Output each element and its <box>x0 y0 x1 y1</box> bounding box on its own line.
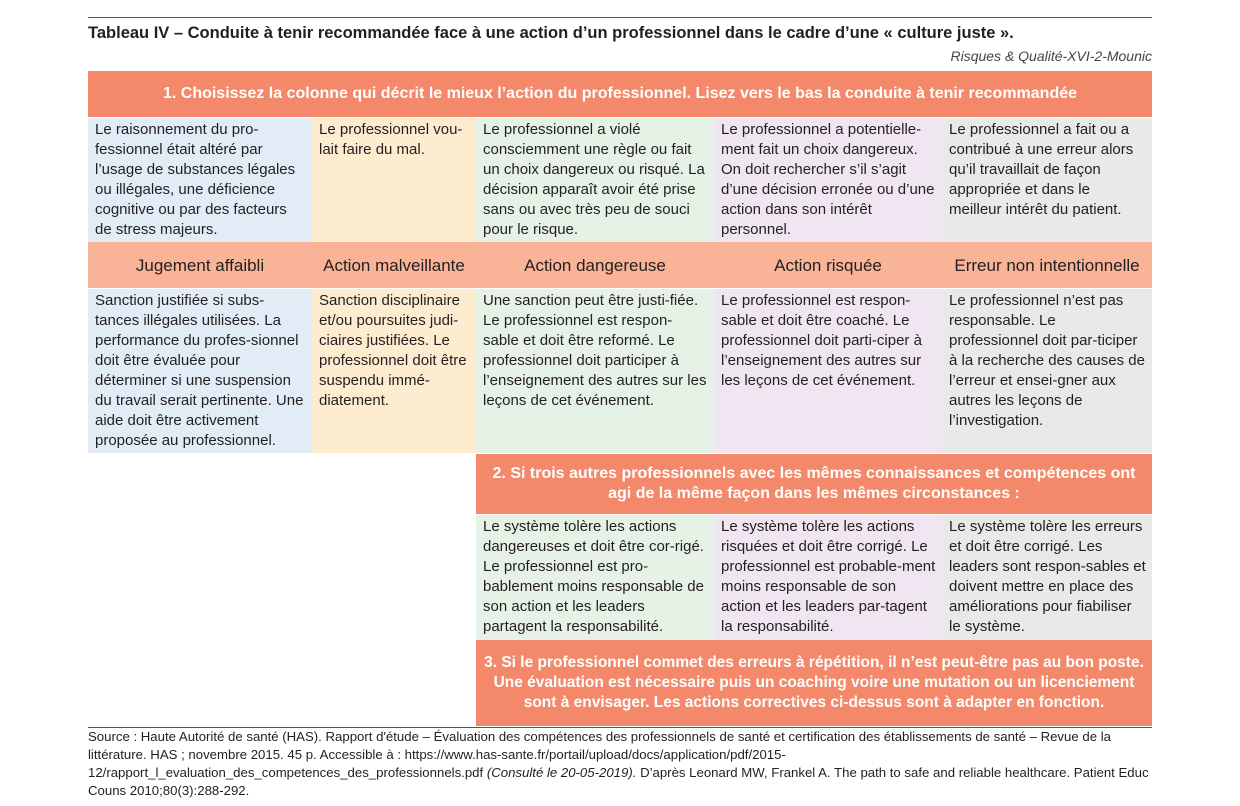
description-cell-3: Le professionnel a violé consciemment une règle ou fait un choix dangereux ou risqué. La décision apparaît avoir été prise sans ou avec très peu de souci pour le risque. <box>476 118 714 242</box>
conduct-cell-4: Le professionnel est respon-sable et doit être coaché. Le professionnel doit parti-ciper à l’enseignement des autres sur les leçons de cet événement. <box>714 289 942 453</box>
top-rule <box>88 17 1152 18</box>
source-consulted: (Consulté le 20-05-2019). <box>486 765 637 780</box>
step2-banner: 2. Si trois autres professionnels avec les mêmes connaissances et compétences ont agi de la même façon dans les mêmes circonstances : <box>476 454 1152 514</box>
system-cell-1: Le système tolère les actions dangereuses et doit être cor-rigé. Le professionnel est pro-bablement moins responsable de son action et les leaders partagent la responsabilité. <box>476 515 714 640</box>
description-cell-2: Le professionnel vou-lait faire du mal. <box>312 118 476 242</box>
category-header-2: Action malveillante <box>312 242 476 288</box>
conduct-cell-1: Sanction justifiée si subs-tances illégales utilisées. La performance du profes-sionnel doit être évaluée pour déterminer si une suspension du travail serait pertinente. Une aide doit être activement proposée au professionnel. <box>88 289 312 453</box>
conduct-cell-5: Le professionnel n’est pas responsable. Le professionnel doit par-ticiper à la recherche des causes de l’erreur et ensei-gner aux autres les leçons de l’investigation. <box>942 289 1152 453</box>
category-header-5: Erreur non intentionnelle <box>942 242 1152 288</box>
source-text: Source : Haute Autorité de santé (HAS). Rapport d'étude – Évaluation des compétences des professionnels de santé et certification des établissements de santé – Revue de la littérature. HAS ; novembre 2015. 45 p. Accessible à : https://www.has-sante.fr/portail/upload/docs/application/pdf/2015-12/rapport_l_evaluation_des_competences_des_professionnels.pdf <box>88 729 1111 780</box>
conduct-cell-2: Sanction disciplinaire et/ou poursuites judi-ciaires justifiées. Le professionnel doit être suspendu immé-diatement. <box>312 289 476 453</box>
category-header-3: Action dangereuse <box>476 242 714 288</box>
source-reference: D’après Leonard MW, Frankel A. The path to safe and reliable healthcare. Patient Educ Couns 2010;80(3):288-292. <box>88 765 1149 798</box>
description-cell-4: Le professionnel a potentielle-ment fait un choix dangereux. On doit rechercher s’il s’agit d’une décision erronée ou d’une action dans son intérêt personnel. <box>714 118 942 242</box>
system-cell-2: Le système tolère les actions risquées et doit être corrigé. Le professionnel est probable-ment moins responsable de son action et les leaders par-tagent la responsabilité. <box>714 515 942 640</box>
step3-banner: 3. Si le professionnel commet des erreurs à répétition, il n’est peut-être pas au bon poste. Une évaluation est nécessaire puis un coaching voire une mutation ou un licenciement sont à envisager. Les actions correctives ci-dessus sont à adapter en fonction. <box>476 640 1152 726</box>
conduct-cell-3: Une sanction peut être justi-fiée. Le professionnel est respon-sable et doit être reformé. Le professionnel doit participer à l’enseignement des autres sur les leçons de cet événement. <box>476 289 714 453</box>
step1-banner: 1. Choisissez la colonne qui décrit le mieux l’action du professionnel. Lisez vers le bas la conduite à tenir recommandée <box>88 71 1152 117</box>
system-cell-3: Le système tolère les erreurs et doit être corrigé. Les leaders sont respon-sables et doivent mettre en place des améliorations pour fiabiliser le système. <box>942 515 1152 640</box>
journal-credit: Risques & Qualité-XVI-2-Mounic <box>950 48 1152 64</box>
table-title: Tableau IV – Conduite à tenir recommandée face à une action d’un professionnel dans le cadre d’une « culture juste ». <box>88 24 1014 42</box>
description-cell-1: Le raisonnement du pro-fessionnel était altéré par l’usage de substances légales ou illégales, une déficience cognitive ou par des facteurs de stress majeurs. <box>88 118 312 242</box>
category-header-4: Action risquée <box>714 242 942 288</box>
source-note <box>88 728 1152 800</box>
description-cell-5: Le professionnel a fait ou a contribué à une erreur alors qu’il travaillait de façon appropriée et dans le meilleur intérêt du patient. <box>942 118 1152 242</box>
category-header-1: Jugement affaibli <box>88 242 312 288</box>
